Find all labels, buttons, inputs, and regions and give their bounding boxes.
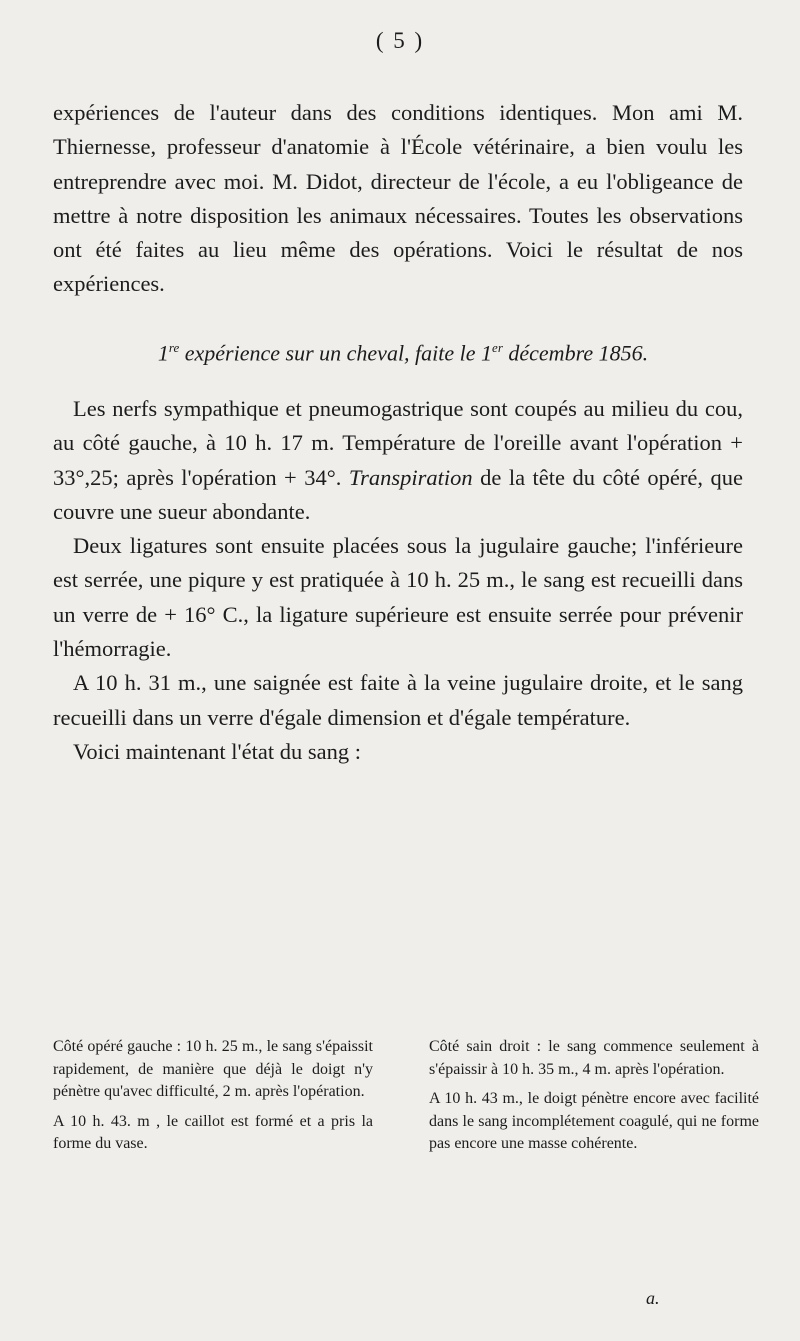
heading-ordinal: 1 [157,340,169,366]
intro-paragraph-block [53,96,743,302]
heading-date-suffix: er [492,340,503,355]
left-column-paragraph: A 10 h. 43. m , le caillot est formé et a pris la forme du vase. [53,1112,373,1152]
intro-paragraph: expériences de l'auteur dans des conditions identiques. Mon ami M. Thiernesse, professeur d'anatomie à l'École vétérinaire, a bien voulu les entreprendre avec moi. M. Didot, directeur de l'école, a eu l'obligeance de mettre à notre disposition les animaux nécessaires. Toutes les observations ont été faites au lieu même des opérations. Voici le résultat de nos expériences. [53,100,743,297]
left-column-paragraph: Côté opéré gauche : 10 h. 25 m., le sang s'épaissit rapidement, de manière que déjà le doigt n'y pénètre qu'avec difficulté, 2 m. après l'opération. [53,1038,373,1100]
page-number: ( 5 ) [375,28,425,53]
right-column-paragraph: Côté sain droit : le sang commence seulement à s'épaissir à 10 h. 35 m., 4 m. après l'opération. [429,1038,759,1078]
paragraph-2: Deux ligatures sont ensuite placées sous la jugulaire gauche; l'inférieure est serrée, une piqure y est pratiquée à 10 h. 25 m., le sang est recueilli dans un verre de + 16° C., la ligature supérieure est ensuite serrée pour prévenir l'hémorragie. [53,533,743,662]
right-column-paragraph: A 10 h. 43 m., le doigt pénètre encore avec facilité dans le sang incomplétement coagulé, qui ne forme pas encore une masse cohérente. [429,1090,759,1152]
paragraph-1-text-end: de la tête du côté opéré, que couvre une sueur abondante. [53,464,743,524]
heading-text: expérience sur un cheval, faite le 1 [179,340,493,366]
section-heading [53,340,753,366]
paragraph-1 [53,392,743,529]
paragraph-1-italic: Transpiration [348,464,473,490]
left-column [53,1036,373,1163]
paragraph-3: A 10 h. 31 m., une saignée est faite à la veine jugulaire droite, et le sang recueilli dans un verre d'égale dimension et d'égale température. [53,670,743,730]
paragraph-1-text: Les nerfs sympathique et pneumogastrique sont coupés au milieu du cou, au côté gauche, à 10 h. 17 m. Température de l'oreille avant l'opération + 33°,25; après l'opération + 34°. [53,396,743,490]
paragraph-4: Voici maintenant l'état du sang : [73,738,361,764]
signature-mark: a. [646,1288,660,1308]
heading-date: décembre 1856. [502,340,649,366]
right-column [429,1036,759,1163]
experiment-text [53,392,743,769]
heading-ordinal-suffix: re [168,340,180,355]
